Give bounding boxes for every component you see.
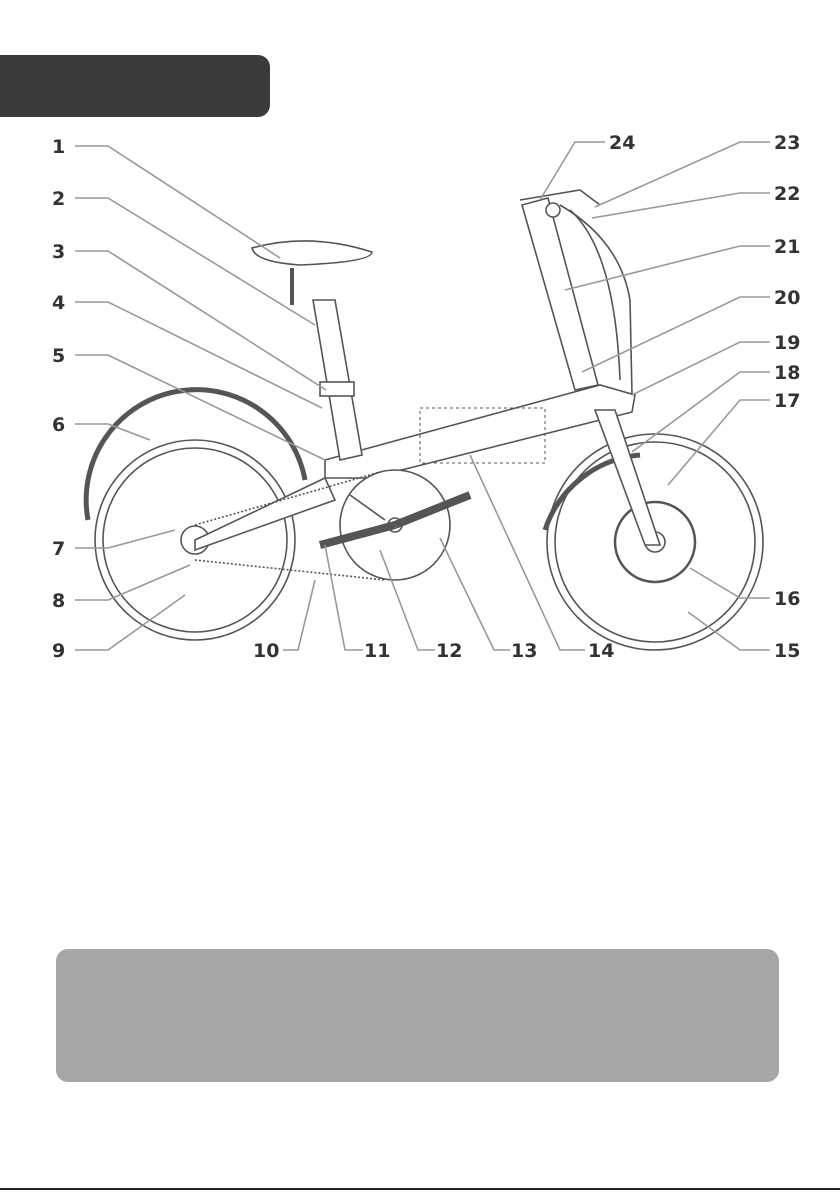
callout-15: 15 bbox=[774, 640, 801, 662]
bottom-rule bbox=[0, 1188, 840, 1190]
callout-11: 11 bbox=[364, 640, 391, 662]
leader-line-14 bbox=[470, 455, 585, 650]
callout-12: 12 bbox=[436, 640, 463, 662]
callout-4: 4 bbox=[52, 292, 66, 314]
leader-lines bbox=[75, 142, 770, 650]
callout-7: 7 bbox=[52, 538, 66, 560]
leader-line-8 bbox=[75, 565, 190, 600]
callout-3: 3 bbox=[52, 241, 66, 263]
leader-line-9 bbox=[75, 595, 185, 650]
leader-line-17 bbox=[668, 400, 770, 485]
callout-21: 21 bbox=[774, 236, 801, 258]
callout-18: 18 bbox=[774, 362, 801, 384]
callout-16: 16 bbox=[774, 588, 801, 610]
callout-19: 19 bbox=[774, 332, 801, 354]
callout-13: 13 bbox=[511, 640, 538, 662]
callout-1: 1 bbox=[52, 136, 66, 158]
leader-line-21 bbox=[565, 246, 770, 290]
callout-6: 6 bbox=[52, 414, 66, 436]
callout-9: 9 bbox=[52, 640, 66, 662]
callout-22: 22 bbox=[774, 183, 801, 205]
leader-line-10 bbox=[283, 580, 315, 650]
callout-20: 20 bbox=[774, 287, 801, 309]
leader-line-5 bbox=[75, 355, 325, 460]
leader-line-13 bbox=[440, 538, 510, 650]
notice-box bbox=[56, 949, 779, 1082]
leader-line-19 bbox=[632, 342, 770, 395]
leader-line-20 bbox=[582, 297, 770, 372]
callout-5: 5 bbox=[52, 345, 66, 367]
leader-line-7 bbox=[75, 530, 175, 548]
leader-line-3 bbox=[75, 251, 326, 390]
callout-8: 8 bbox=[52, 590, 66, 612]
callout-14: 14 bbox=[588, 640, 615, 662]
callout-24: 24 bbox=[609, 132, 636, 154]
callout-17: 17 bbox=[774, 390, 801, 412]
callout-23: 23 bbox=[774, 132, 801, 154]
bike-drawing bbox=[86, 190, 763, 650]
callout-2: 2 bbox=[52, 188, 66, 210]
callout-10: 10 bbox=[253, 640, 280, 662]
